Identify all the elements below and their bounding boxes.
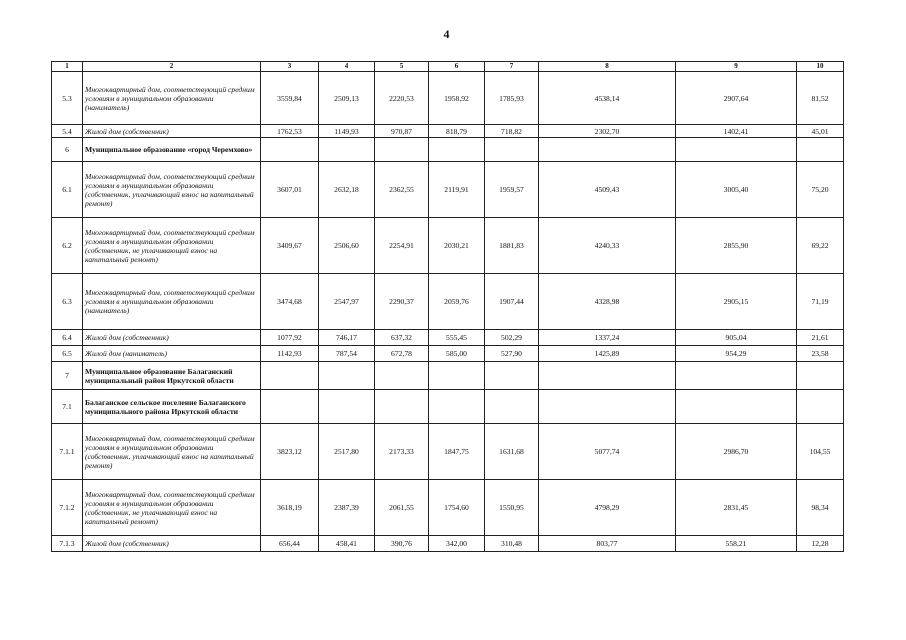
cell-value: 4240,33 (539, 218, 676, 274)
cell-value (485, 362, 539, 390)
cell-value: 2220,53 (375, 72, 429, 125)
column-header: 2 (83, 62, 261, 72)
cell-value: 2547,97 (319, 274, 375, 330)
cell-value: 718,82 (485, 125, 539, 138)
row-number: 7 (52, 362, 83, 390)
cell-value: 527,90 (485, 346, 539, 362)
cell-value: 3409,67 (261, 218, 319, 274)
cell-value: 2855,90 (676, 218, 797, 274)
cell-value: 502,29 (485, 330, 539, 346)
table-row (52, 218, 844, 274)
cell-value: 4509,43 (539, 162, 676, 218)
table-row (52, 72, 844, 125)
cell-value: 2632,18 (319, 162, 375, 218)
cell-value: 555,45 (429, 330, 485, 346)
cell-value: 3607,01 (261, 162, 319, 218)
table-row (52, 424, 844, 480)
cell-value: 1762,53 (261, 125, 319, 138)
row-number: 7.1.2 (52, 480, 83, 536)
cell-value: 12,28 (797, 536, 844, 552)
page-number: 4 (443, 27, 450, 41)
table-row (52, 162, 844, 218)
row-description: Муниципальное образование «город Черемхово» (83, 138, 261, 162)
cell-value (261, 390, 319, 424)
cell-value: 104,55 (797, 424, 844, 480)
cell-value: 1907,44 (485, 274, 539, 330)
row-description: Жилой дом (собственник) (83, 125, 261, 138)
cell-value: 4538,14 (539, 72, 676, 125)
cell-value (676, 138, 797, 162)
table-row (52, 390, 844, 424)
cell-value: 2506,60 (319, 218, 375, 274)
cell-value: 69,22 (797, 218, 844, 274)
cell-value (429, 362, 485, 390)
cell-value (797, 138, 844, 162)
row-description: Многоквартирный дом, соответствующий средним условиям в муниципальном образовании (собственник, уплачивающий взнос на капитальный ремонт) (83, 424, 261, 480)
row-number: 6 (52, 138, 83, 162)
cell-value (429, 390, 485, 424)
row-description: Многоквартирный дом, соответствующий средним условиям в муниципальном образовании (собственник, не уплачивающий взнос на капитальный ремонт) (83, 480, 261, 536)
column-header: 9 (676, 62, 797, 72)
cell-value: 1550,95 (485, 480, 539, 536)
cell-value: 81,52 (797, 72, 844, 125)
row-number: 7.1.1 (52, 424, 83, 480)
column-header: 10 (797, 62, 844, 72)
cell-value: 5077,74 (539, 424, 676, 480)
cell-value: 4798,29 (539, 480, 676, 536)
table-row (52, 274, 844, 330)
cell-value: 1754,60 (429, 480, 485, 536)
cell-value (375, 138, 429, 162)
cell-value: 585,00 (429, 346, 485, 362)
row-number: 5.3 (52, 72, 83, 125)
cell-value: 2831,45 (676, 480, 797, 536)
column-header-row (52, 62, 844, 72)
table-row (52, 480, 844, 536)
row-description: Балаганское сельское поселение Балаганского муниципального района Иркутской области (83, 390, 261, 424)
cell-value: 2387,39 (319, 480, 375, 536)
cell-value: 2907,64 (676, 72, 797, 125)
row-description: Муниципальное образование Балаганский муниципальный район Иркутской области (83, 362, 261, 390)
cell-value: 390,76 (375, 536, 429, 552)
cell-value: 558,21 (676, 536, 797, 552)
cell-value: 2905,15 (676, 274, 797, 330)
row-description: Жилой дом (собственник) (83, 330, 261, 346)
cell-value: 1631,68 (485, 424, 539, 480)
cell-value (319, 138, 375, 162)
cell-value: 310,48 (485, 536, 539, 552)
cell-value: 75,20 (797, 162, 844, 218)
row-description: Многоквартирный дом, соответствующий средним условиям в муниципальном образовании (наниматель) (83, 72, 261, 125)
cell-value (539, 362, 676, 390)
cell-value (261, 138, 319, 162)
cell-value: 21,61 (797, 330, 844, 346)
cell-value: 2061,55 (375, 480, 429, 536)
row-number: 7.1.3 (52, 536, 83, 552)
cell-value: 1958,92 (429, 72, 485, 125)
cell-value: 3559,84 (261, 72, 319, 125)
cell-value: 1425,89 (539, 346, 676, 362)
column-header: 3 (261, 62, 319, 72)
table-row (52, 138, 844, 162)
cell-value (797, 390, 844, 424)
cell-value: 1881,83 (485, 218, 539, 274)
cell-value: 2302,70 (539, 125, 676, 138)
cell-value: 2509,13 (319, 72, 375, 125)
cell-value: 458,41 (319, 536, 375, 552)
cell-value: 45,01 (797, 125, 844, 138)
table-row (52, 125, 844, 138)
cell-value: 1077,92 (261, 330, 319, 346)
cell-value: 1959,57 (485, 162, 539, 218)
cell-value: 672,78 (375, 346, 429, 362)
cell-value: 954,29 (676, 346, 797, 362)
cell-value (261, 362, 319, 390)
cell-value: 2030,21 (429, 218, 485, 274)
row-description: Жилой дом (наниматель) (83, 346, 261, 362)
cell-value: 905,04 (676, 330, 797, 346)
column-header: 8 (539, 62, 676, 72)
cell-value (539, 390, 676, 424)
cell-value (676, 362, 797, 390)
cell-value: 1142,93 (261, 346, 319, 362)
cell-value: 2517,80 (319, 424, 375, 480)
column-header: 5 (375, 62, 429, 72)
cell-value: 637,32 (375, 330, 429, 346)
cell-value (539, 138, 676, 162)
cell-value (375, 390, 429, 424)
cell-value: 970,87 (375, 125, 429, 138)
cell-value: 3823,12 (261, 424, 319, 480)
cell-value: 4328,98 (539, 274, 676, 330)
cell-value: 71,19 (797, 274, 844, 330)
table-row (52, 536, 844, 552)
cell-value (319, 390, 375, 424)
column-header: 6 (429, 62, 485, 72)
row-number: 5.4 (52, 125, 83, 138)
tariff-table (51, 61, 844, 552)
row-number: 7.1 (52, 390, 83, 424)
cell-value: 2119,91 (429, 162, 485, 218)
table-row (52, 330, 844, 346)
cell-value (485, 138, 539, 162)
cell-value: 98,34 (797, 480, 844, 536)
cell-value: 818,79 (429, 125, 485, 138)
row-number: 6.5 (52, 346, 83, 362)
cell-value: 1149,93 (319, 125, 375, 138)
cell-value: 1337,24 (539, 330, 676, 346)
cell-value: 23,58 (797, 346, 844, 362)
cell-value: 1402,41 (676, 125, 797, 138)
cell-value: 2290,37 (375, 274, 429, 330)
cell-value: 746,17 (319, 330, 375, 346)
cell-value: 3474,68 (261, 274, 319, 330)
cell-value: 656,44 (261, 536, 319, 552)
cell-value (485, 390, 539, 424)
cell-value: 3005,40 (676, 162, 797, 218)
cell-value: 2254,91 (375, 218, 429, 274)
cell-value: 803,77 (539, 536, 676, 552)
row-number: 6.3 (52, 274, 83, 330)
row-description: Многоквартирный дом, соответствующий средним условиям в муниципальном образовании (собственник, не уплачивающий взнос на капитальный ремонт) (83, 218, 261, 274)
cell-value: 2059,76 (429, 274, 485, 330)
cell-value: 2986,70 (676, 424, 797, 480)
cell-value (676, 390, 797, 424)
row-number: 6.2 (52, 218, 83, 274)
row-description: Жилой дом (собственник) (83, 536, 261, 552)
cell-value: 2362,55 (375, 162, 429, 218)
column-header: 7 (485, 62, 539, 72)
column-header: 4 (319, 62, 375, 72)
cell-value (319, 362, 375, 390)
cell-value: 2173,33 (375, 424, 429, 480)
cell-value (375, 362, 429, 390)
row-description: Многоквартирный дом, соответствующий средним условиям в муниципальном образовании (собственник, уплачивающий взнос на капитальный ремонт) (83, 162, 261, 218)
column-header: 1 (52, 62, 83, 72)
table-row (52, 362, 844, 390)
cell-value: 1785,93 (485, 72, 539, 125)
row-description: Многоквартирный дом, соответствующий средним условиям в муниципальном образовании (наниматель) (83, 274, 261, 330)
cell-value (429, 138, 485, 162)
table-row (52, 346, 844, 362)
row-number: 6.4 (52, 330, 83, 346)
cell-value: 342,00 (429, 536, 485, 552)
row-number: 6.1 (52, 162, 83, 218)
cell-value: 1847,75 (429, 424, 485, 480)
cell-value: 787,54 (319, 346, 375, 362)
cell-value: 3618,19 (261, 480, 319, 536)
cell-value (797, 362, 844, 390)
